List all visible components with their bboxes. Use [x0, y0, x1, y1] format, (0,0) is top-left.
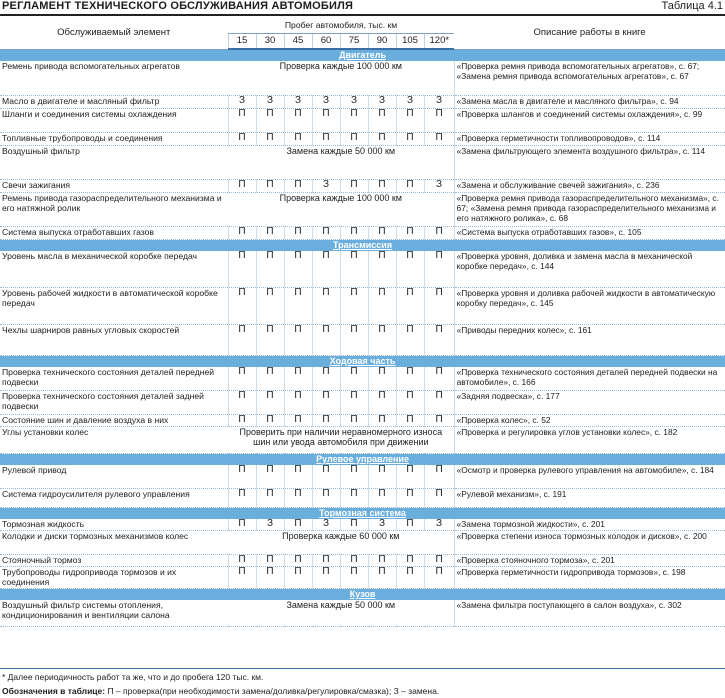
table-row: [0, 391, 725, 415]
item-cell: Колодки и диски тормозных механизмов колес: [0, 531, 228, 555]
table-row: [0, 96, 725, 109]
table-row: [0, 251, 725, 288]
mileage-cell: П: [396, 133, 424, 146]
description-cell: «Рулевой механизм», с. 191: [454, 489, 725, 508]
mileage-cell: П: [228, 391, 256, 415]
mileage-6: 90: [368, 34, 396, 50]
description-cell: «Замена фильтра поступающего в салон воздуха», с. 302: [454, 600, 725, 627]
mileage-cell: З: [256, 519, 284, 531]
mileage-7: 105: [396, 34, 424, 50]
description-cell: «Проверка герметичности топливопроводов», с. 114: [454, 133, 725, 146]
mileage-cell: П: [396, 465, 424, 489]
description-cell: «Замена масла в двигателе и масляного фильтра», с. 94: [454, 96, 725, 109]
mileage-cell: З: [312, 519, 340, 531]
section-header: [0, 49, 725, 61]
table-row: [0, 489, 725, 508]
mileage-cell: П: [284, 288, 312, 325]
mileage-cell: П: [256, 465, 284, 489]
table-row: [0, 600, 725, 627]
mileage-cell: П: [396, 489, 424, 508]
description-cell: «Проверка и регулировка углов установки колес», с. 182: [454, 427, 725, 454]
mileage-cell: З: [424, 96, 454, 109]
mileage-cell: П: [312, 109, 340, 133]
mileage-cell: П: [284, 251, 312, 288]
mileage-cell: П: [312, 288, 340, 325]
mileage-cell: П: [256, 288, 284, 325]
table-row: [0, 109, 725, 133]
mileage-cell: П: [312, 415, 340, 427]
table-row: [0, 367, 725, 391]
item-cell: Трубопроводы гидропривода тормозов и их соединения: [0, 567, 228, 589]
mileage-cell: П: [228, 109, 256, 133]
description-cell: «Проверка уровня и доливка рабочей жидкости в автоматическую коробку передач», с. 145: [454, 288, 725, 325]
mileage-cell: П: [424, 489, 454, 508]
item-cell: Тормозная жидкость: [0, 519, 228, 531]
mileage-cell: П: [256, 251, 284, 288]
description-cell: «Проверка ремня привода газораспределительного механизма», с. 67; «Замена ремня привода газораспределительного механизма и его натяжного ролика», с. 68: [454, 193, 725, 227]
mileage-cell: П: [368, 367, 396, 391]
mileage-cell: П: [424, 325, 454, 356]
mileage-cell: П: [368, 415, 396, 427]
section-title: Рулевое управление: [316, 454, 409, 464]
mileage-cell: З: [340, 96, 368, 109]
item-cell: Шланги и соединения системы охлаждения: [0, 109, 228, 133]
mileage-cell: З: [312, 180, 340, 193]
mileage-cell: П: [284, 325, 312, 356]
section-header-cell: [0, 356, 725, 368]
mileage-cell: П: [368, 251, 396, 288]
column-header-description: Описание работы в книге: [454, 17, 725, 49]
item-cell: Воздушный фильтр: [0, 146, 228, 180]
mileage-cell: П: [424, 367, 454, 391]
mileage-cell: П: [340, 567, 368, 589]
mileage-cell: П: [368, 325, 396, 356]
mileage-cell: П: [312, 567, 340, 589]
mileage-cell: П: [368, 391, 396, 415]
mileage-cell: П: [284, 555, 312, 567]
mileage-cell: П: [396, 288, 424, 325]
section-header: [0, 454, 725, 466]
description-cell: «Задняя подвеска», с. 177: [454, 391, 725, 415]
mileage-4: 60: [312, 34, 340, 50]
mileage-cell: П: [256, 133, 284, 146]
item-cell: Система гидроусилителя рулевого управления: [0, 489, 228, 508]
mileage-cell: П: [424, 133, 454, 146]
mileage-cell: П: [424, 109, 454, 133]
mileage-cell: П: [396, 567, 424, 589]
mileage-cell: П: [340, 288, 368, 325]
table-row: [0, 325, 725, 356]
mileage-cell: П: [396, 109, 424, 133]
mileage-cell: П: [256, 109, 284, 133]
table-row: [0, 555, 725, 567]
footnote: * Далее периодичность работ та же, что и до пробега 120 тыс. км.: [2, 672, 264, 682]
mileage-cell: П: [256, 227, 284, 240]
column-header-item: Обслуживаемый элемент: [0, 17, 228, 49]
mileage-cell: П: [368, 288, 396, 325]
section-header-cell: [0, 49, 725, 61]
section-header: [0, 508, 725, 520]
description-cell: «Проверка ремня привода вспомогательных агрегатов», с. 67; «Замена ремня привода вспомогательных агрегатов», с. 67: [454, 61, 725, 96]
item-cell: Углы установки колес: [0, 427, 228, 454]
mileage-cell: П: [256, 489, 284, 508]
maintenance-table: [0, 17, 725, 627]
mileage-cell: П: [284, 367, 312, 391]
interval-note: Проверка каждые 60 000 км: [228, 531, 454, 555]
mileage-cell: З: [368, 519, 396, 531]
mileage-cell: П: [312, 133, 340, 146]
mileage-cell: З: [396, 96, 424, 109]
item-cell: Воздушный фильтр системы отопления, кондиционирования и вентиляции салона: [0, 600, 228, 627]
mileage-cell: П: [228, 567, 256, 589]
mileage-cell: П: [228, 325, 256, 356]
mileage-cell: П: [228, 519, 256, 531]
mileage-1: 15: [228, 34, 256, 50]
mileage-cell: З: [368, 96, 396, 109]
mileage-cell: П: [368, 555, 396, 567]
section-title: Трансмиссия: [333, 240, 393, 250]
mileage-cell: П: [284, 519, 312, 531]
mileage-cell: П: [284, 391, 312, 415]
legend-label: Обозначения в таблице:: [2, 686, 106, 696]
mileage-cell: П: [284, 489, 312, 508]
table-body: [0, 49, 725, 626]
description-cell: «Замена фильтрующего элемента воздушного фильтра», с. 114: [454, 146, 725, 180]
table-row: [0, 133, 725, 146]
mileage-cell: З: [228, 96, 256, 109]
mileage-cell: П: [396, 555, 424, 567]
description-cell: «Проверка шлангов и соединений системы охлаждения», с. 99: [454, 109, 725, 133]
mileage-2: 30: [256, 34, 284, 50]
mileage-cell: П: [228, 251, 256, 288]
mileage-cell: П: [340, 519, 368, 531]
document-title: РЕГЛАМЕНТ ТЕХНИЧЕСКОГО ОБСЛУЖИВАНИЯ АВТОМОБИЛЯ: [2, 0, 354, 12]
item-cell: Ремень привода вспомогательных агрегатов: [0, 61, 228, 96]
item-cell: Состояние шин и давление воздуха в них: [0, 415, 228, 427]
title-rule: [0, 14, 725, 16]
mileage-cell: П: [424, 555, 454, 567]
item-cell: Чехлы шарниров равных угловых скоростей: [0, 325, 228, 356]
mileage-cell: П: [396, 180, 424, 193]
mileage-cell: П: [340, 391, 368, 415]
mileage-cell: П: [424, 251, 454, 288]
mileage-cell: П: [340, 465, 368, 489]
mileage-cell: П: [424, 391, 454, 415]
item-cell: Свечи зажигания: [0, 180, 228, 193]
mileage-cell: П: [340, 325, 368, 356]
mileage-cell: П: [228, 367, 256, 391]
mileage-5: 75: [340, 34, 368, 50]
mileage-cell: П: [228, 465, 256, 489]
mileage-cell: П: [284, 465, 312, 489]
table-row: [0, 180, 725, 193]
description-cell: «Проверка колес», с. 52: [454, 415, 725, 427]
table-number: Таблица 4.1: [661, 0, 723, 12]
interval-note: Проверить при наличии неравномерного износа шин или увода автомобиля при движении: [228, 427, 454, 454]
section-header-cell: [0, 588, 725, 600]
table-row: [0, 288, 725, 325]
mileage-cell: П: [228, 555, 256, 567]
table-row: [0, 567, 725, 589]
mileage-cell: П: [396, 251, 424, 288]
mileage-cell: П: [340, 227, 368, 240]
item-cell: Система выпуска отработавших газов: [0, 227, 228, 240]
mileage-cell: П: [340, 133, 368, 146]
mileage-cell: П: [312, 367, 340, 391]
table-row: [0, 465, 725, 489]
mileage-cell: З: [256, 96, 284, 109]
mileage-cell: П: [284, 109, 312, 133]
description-cell: «Система выпуска отработавших газов», с. 105: [454, 227, 725, 240]
mileage-cell: П: [340, 489, 368, 508]
mileage-cell: П: [284, 180, 312, 193]
mileage-cell: П: [312, 489, 340, 508]
mileage-cell: П: [396, 415, 424, 427]
title-bar: [0, 0, 725, 14]
mileage-cell: П: [256, 367, 284, 391]
description-cell: «Проверка стояночного тормоза», с. 201: [454, 555, 725, 567]
mileage-cell: П: [396, 227, 424, 240]
mileage-cell: П: [340, 251, 368, 288]
table-row: [0, 193, 725, 227]
description-cell: «Проверка уровня, доливка и замена масла в механической коробке передач», с. 144: [454, 251, 725, 288]
mileage-cell: П: [312, 555, 340, 567]
interval-note: Замена каждые 50 000 км: [228, 146, 454, 180]
description-cell: «Проверка герметичности гидропривода тормозов», с. 198: [454, 567, 725, 589]
item-cell: Проверка технического состояния деталей задней подвески: [0, 391, 228, 415]
section-title: Кузов: [349, 588, 376, 599]
mileage-cell: П: [368, 227, 396, 240]
mileage-cell: П: [228, 489, 256, 508]
description-cell: «Проверка технического состояния деталей передней подвески на автомобиле», с. 166: [454, 367, 725, 391]
mileage-cell: П: [228, 180, 256, 193]
section-header-cell: [0, 508, 725, 520]
mileage-cell: П: [340, 180, 368, 193]
section-title: Ходовая часть: [329, 356, 396, 366]
mileage-cell: П: [424, 567, 454, 589]
mileage-cell: П: [312, 251, 340, 288]
mileage-cell: П: [424, 227, 454, 240]
description-cell: «Замена тормозной жидкости», с. 201: [454, 519, 725, 531]
mileage-cell: П: [424, 465, 454, 489]
interval-note: Проверка каждые 100 000 км: [228, 193, 454, 227]
description-cell: «Замена и обслуживание свечей зажигания», с. 236: [454, 180, 725, 193]
mileage-cell: П: [256, 180, 284, 193]
section-header-cell: [0, 454, 725, 466]
legend: [2, 686, 439, 696]
table-row: [0, 415, 725, 427]
mileage-cell: П: [256, 325, 284, 356]
item-cell: Масло в двигателе и масляный фильтр: [0, 96, 228, 109]
description-cell: «Проверка степени износа тормозных колодок и дисков», с. 200: [454, 531, 725, 555]
mileage-cell: З: [424, 180, 454, 193]
mileage-cell: П: [256, 391, 284, 415]
mileage-cell: П: [340, 109, 368, 133]
section-header: [0, 240, 725, 252]
item-cell: Проверка технического состояния деталей передней подвески: [0, 367, 228, 391]
mileage-cell: П: [228, 133, 256, 146]
mileage-3: 45: [284, 34, 312, 50]
mileage-cell: П: [396, 325, 424, 356]
bottom-rule: [0, 668, 725, 669]
table-row: [0, 531, 725, 555]
mileage-cell: П: [256, 415, 284, 427]
interval-note: Замена каждые 50 000 км: [228, 600, 454, 627]
interval-note: Проверка каждые 100 000 км: [228, 61, 454, 96]
mileage-cell: П: [228, 415, 256, 427]
mileage-cell: П: [396, 367, 424, 391]
mileage-cell: П: [340, 367, 368, 391]
section-title: Двигатель: [339, 50, 386, 60]
mileage-cell: П: [368, 465, 396, 489]
mileage-cell: П: [228, 227, 256, 240]
mileage-8: 120*: [424, 34, 454, 50]
mileage-cell: З: [284, 96, 312, 109]
table-row: [0, 227, 725, 240]
mileage-cell: П: [312, 391, 340, 415]
mileage-cell: П: [424, 288, 454, 325]
mileage-cell: П: [340, 415, 368, 427]
item-cell: Уровень рабочей жидкости в автоматической коробке передач: [0, 288, 228, 325]
section-title: Тормозная система: [319, 508, 406, 518]
mileage-cell: П: [284, 227, 312, 240]
section-header: [0, 356, 725, 368]
mileage-cell: П: [396, 519, 424, 531]
mileage-cell: П: [312, 325, 340, 356]
item-cell: Стояночный тормоз: [0, 555, 228, 567]
table-row: [0, 146, 725, 180]
mileage-cell: П: [312, 465, 340, 489]
mileage-cell: П: [284, 133, 312, 146]
item-cell: Уровень масла в механической коробке передач: [0, 251, 228, 288]
table-row: [0, 61, 725, 96]
mileage-cell: П: [312, 227, 340, 240]
description-cell: «Осмотр и проверка рулевого управления на автомобиле», с. 184: [454, 465, 725, 489]
item-cell: Ремень привода газораспределительного механизма и его натяжной ролик: [0, 193, 228, 227]
mileage-cell: З: [312, 96, 340, 109]
mileage-cell: П: [368, 567, 396, 589]
mileage-cell: П: [396, 391, 424, 415]
mileage-cell: П: [228, 288, 256, 325]
item-cell: Топливные трубопроводы и соединения: [0, 133, 228, 146]
table-row: [0, 519, 725, 531]
mileage-cell: П: [368, 133, 396, 146]
mileage-cell: П: [256, 555, 284, 567]
mileage-cell: З: [424, 519, 454, 531]
mileage-cell: П: [424, 415, 454, 427]
table-row: [0, 427, 725, 454]
mileage-cell: П: [256, 567, 284, 589]
legend-text: П – проверка(при необходимости замена/доливка/регулировка/смазка); З – замена.: [105, 686, 440, 696]
section-header-cell: [0, 240, 725, 252]
mileage-cell: П: [368, 180, 396, 193]
mileage-cell: П: [368, 489, 396, 508]
mileage-cell: П: [284, 567, 312, 589]
mileage-cell: П: [284, 415, 312, 427]
mileage-cell: П: [340, 555, 368, 567]
description-cell: «Приводы передних колес», с. 161: [454, 325, 725, 356]
column-header-mileage: Пробег автомобиля, тыс. км: [228, 17, 454, 34]
section-header: [0, 588, 725, 600]
item-cell: Рулевой привод: [0, 465, 228, 489]
mileage-cell: П: [368, 109, 396, 133]
